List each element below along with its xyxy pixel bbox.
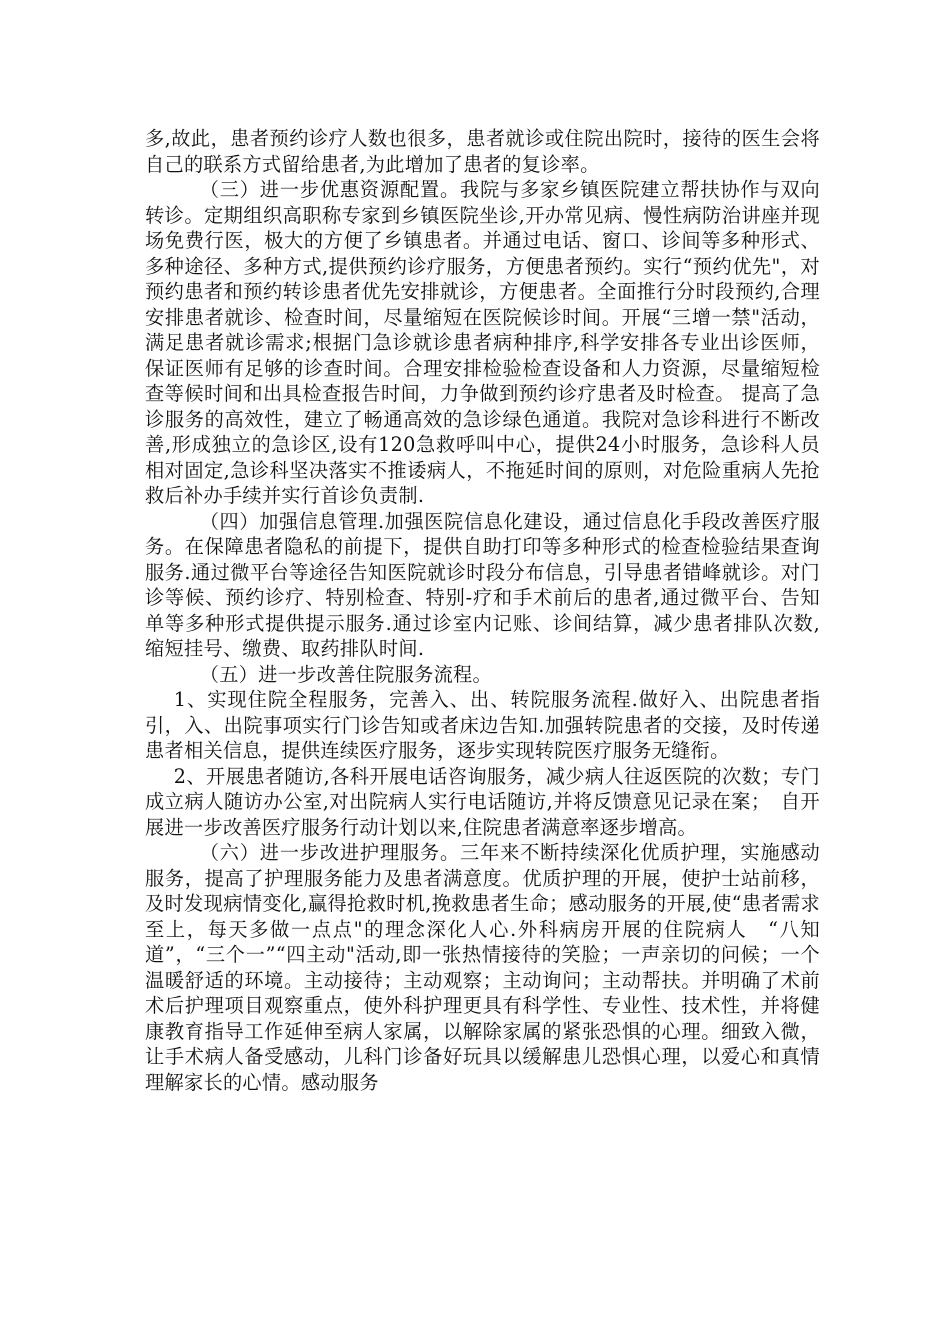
paragraph-section-6: （六）进一步改进护理服务。三年来不断持续深化优质护理，实施感动服务，提高了护理服务能力及患者满意度。优质护理的开展，使护士站前移，及时发现病情变化,赢得抢救时机,挽救患者生命；感动服务的开展,使“患者需求至上，每天多做一点点"的理念深化人心.外科病房开展的住院病人 “八知道”，“三个一”“四主动"活动,即一张热情接待的笑脸；一声亲切的问候；一个温暖舒适的环境。主动接待；主动观察；主动询问；主动帮扶。并明确了术前术后护理项目观察重点，使外科护理更具有科学性、专业性、技术性，并将健康教育指导工作延伸至病人家属，以解除家属的紧张恐惧的心理。细致入微，让手术病人备受感动，儿科门诊备好玩具以缓解患儿恐惧心理，以爱心和真情理解家长的心情。感动服务	[145, 841, 820, 1094]
paragraph-section-4: （四）加强信息管理.加强医院信息化建设，通过信息化手段改善医疗服务。在保障患者隐私的前提下，提供自助打印等多种形式的检查检验结果查询服务.通过微平台等途径告知医院就诊时段分布信息，引导患者错峰就诊。对门诊等候、预约诊疗、特别检查、特别-疗和手术前后的患者,通过微平台、告知单等多种形式提供提示服务.通过诊室内记账、诊间结算，减少患者排队次数,缩短挂号、缴费、取药排队时间.	[145, 509, 820, 660]
paragraph-item-1: 1、实现住院全程服务，完善入、出、转院服务流程.做好入、出院患者指引，入、出院事项实行门诊告知或者床边告知.加强转院患者的交接，及时传递患者相关信息，提供连续医疗服务，逐步实现转院医疗服务无缝衔。	[145, 688, 820, 762]
paragraph-section-3: （三）进一步优惠资源配置。我院与多家乡镇医院建立帮扶协作与双向转诊。定期组织高职称专家到乡镇医院坐诊,开办常见病、慢性病防治讲座并现场免费行医，极大的方便了乡镇患者。并通过电话、窗口、诊间等多种形式、多种途径、多种方式,提供预约诊疗服务，方便患者预约。实行“预约优先"，对预约患者和预约转诊患者优先安排就诊，方便患者。全面推行分时段预约,合理安排患者就诊、检查时间，尽量缩短在医院候诊时间。开展“三增一禁"活动，满足患者就诊需求;根据门急诊就诊患者病种排序,科学安排各专业出诊医师，保证医师有足够的诊查时间。合理安排检验检查设备和人力资源，尽量缩短检查等候时间和出具检查报告时间，力争做到预约诊疗患者及时检查。 提高了急诊服务的高效性，建立了畅通高效的急诊绿色通道。我院对急诊科进行不断改善,形成独立的急诊区,设有120急救呼叫中心，提供24小时服务，急诊科人员相对固定,急诊科坚决落实不推诿病人，不拖延时间的原则，对危险重病人先抢救后补办手续并实行首诊负责制.	[145, 178, 820, 507]
paragraph-continuation: 多,故此，患者预约诊疗人数也很多，患者就诊或住院出院时，接待的医生会将自己的联系方式留给患者,为此增加了患者的复诊率。	[145, 127, 820, 176]
paragraph-section-5-heading: （五）进一步改善住院服务流程。	[199, 662, 493, 686]
paragraph-item-2: 2、开展患者随访,各科开展电话咨询服务，减少病人往返医院的次数；专门成立病人随访办公室,对出院病人实行电话随访,并将反馈意见记录在案； 自开展进一步改善医疗服务行动计划以来,住院患者满意率逐步增高。	[145, 764, 820, 839]
document-body	[145, 126, 820, 1095]
